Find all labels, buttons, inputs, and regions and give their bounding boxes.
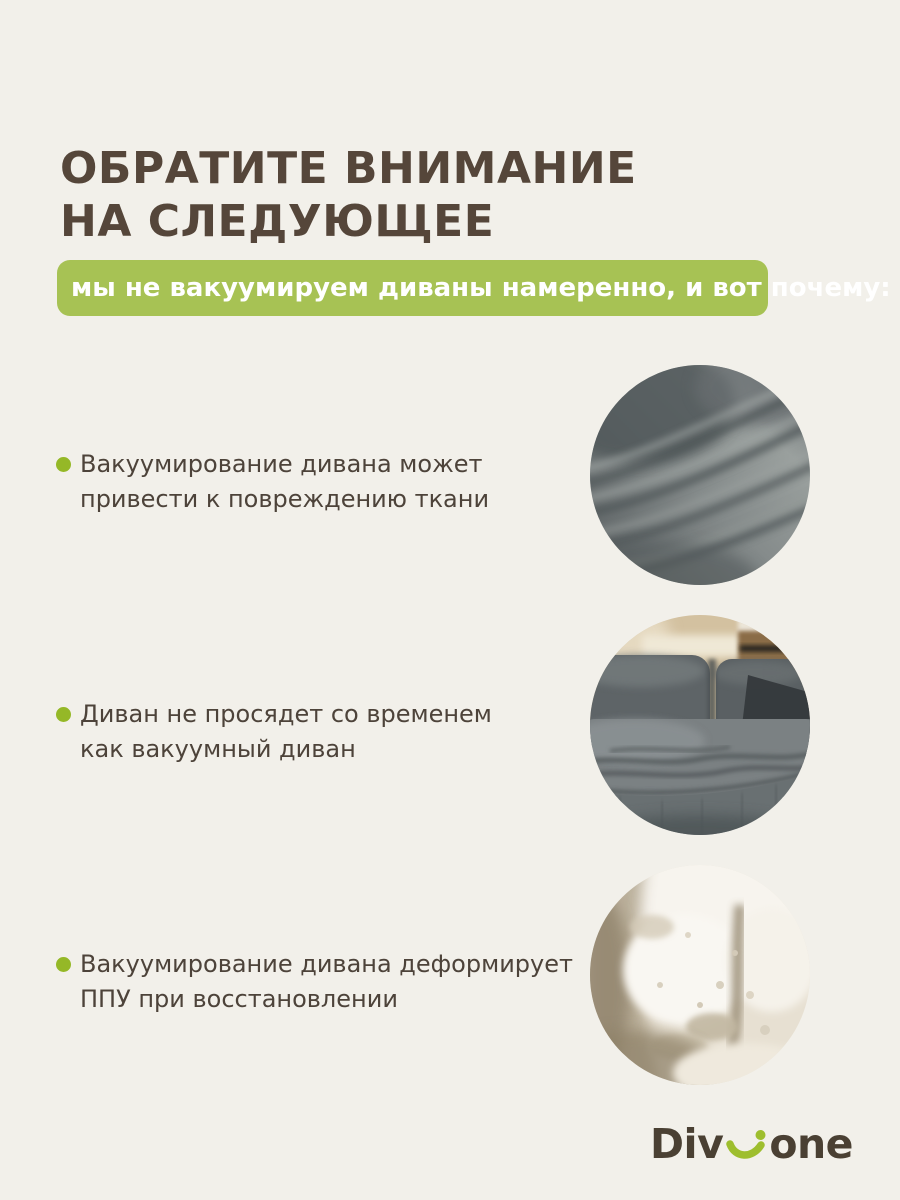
logo-prefix: Div [650,1120,724,1168]
point-text [80,947,573,1017]
wrinkled-fabric-photo [590,365,810,585]
smile-icon [726,1130,766,1164]
point-line: ППУ при восстановлении [80,985,398,1013]
point-line: как вакуумный диван [80,735,356,763]
reason-banner [57,260,891,316]
bullet-dot [56,457,71,472]
point-row-sag [0,615,900,835]
point-text [80,697,492,767]
title-line-2: НА СЛЕДУЮЩЕЕ [60,196,495,247]
point-text-block [80,697,492,767]
point-text-block [80,447,489,517]
logo-suffix: one [769,1120,853,1168]
point-line: Вакуумирование дивана может [80,450,483,478]
point-line: Диван не просядет со временем [80,700,492,728]
page-title [60,142,637,248]
bullet-dot [56,957,71,972]
title-line-1: ОБРАТИТЕ ВНИМАНИЕ [60,143,637,194]
sofa-photo [590,615,810,835]
point-row-foam [0,865,900,1085]
point-text-block [80,947,573,1017]
bullet-dot [56,707,71,722]
point-line: Вакуумирование дивана деформирует [80,950,573,978]
point-line: привести к повреждению ткани [80,485,490,513]
brand-logo [650,1120,853,1168]
point-row-fabric [0,365,900,585]
banner-text: мы не вакуумируем диваны намеренно, и вот почему: [71,273,891,303]
point-text [80,447,489,517]
foam-photo [590,865,810,1085]
